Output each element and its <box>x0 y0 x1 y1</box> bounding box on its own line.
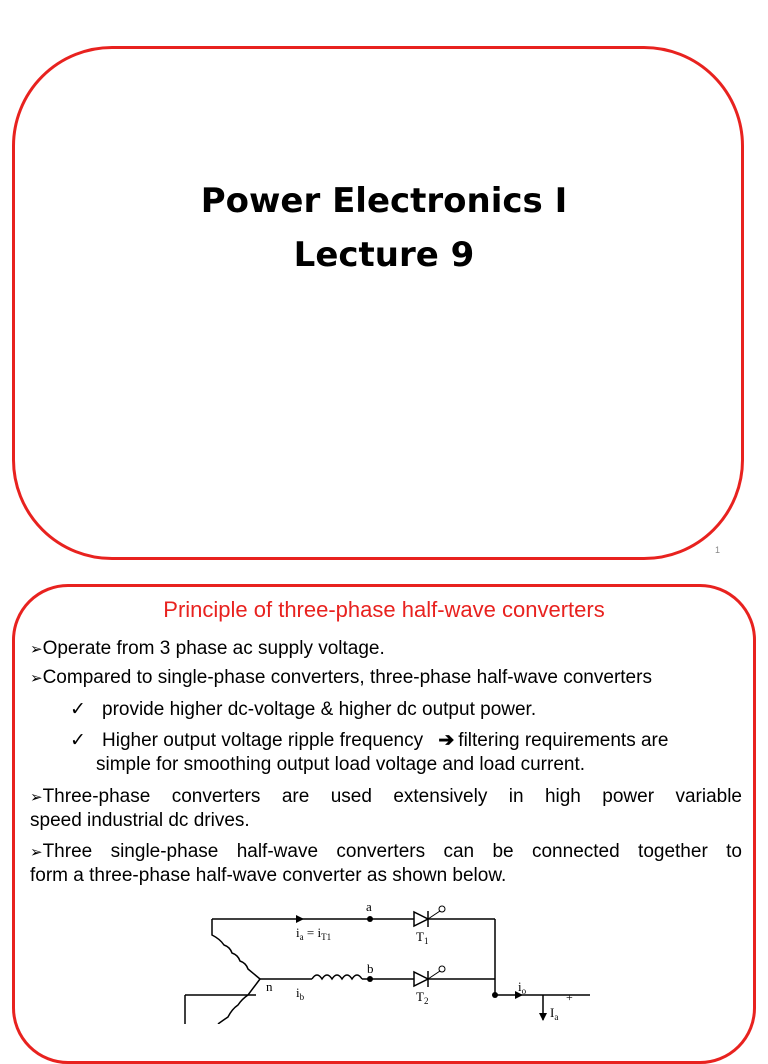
bullet-3-line2: speed industrial dc drives. <box>30 810 250 831</box>
sub-item-1: provide higher dc-voltage & higher dc output power. <box>102 699 537 720</box>
thyristor-t2-icon <box>414 972 428 986</box>
title-slide-frame <box>12 46 744 560</box>
title-block <box>0 174 768 282</box>
bullet-1-text: Operate from 3 phase ac supply voltage. <box>42 638 385 659</box>
bullet-arrow-icon: ➢ <box>30 641 43 658</box>
course-title: Power Electronics I <box>200 181 568 221</box>
bullet-2-text: Compared to single-phase converters, three-phase half-wave converters <box>42 667 652 688</box>
node-b-dot <box>367 976 373 982</box>
current-io-label: $i_o$ <box>518 979 527 996</box>
sub-item-2-line1 <box>102 729 742 753</box>
current-ia-label: $i_a = i_{T1}$ <box>296 925 332 942</box>
plus-sign-label: + <box>566 990 573 1004</box>
bullet-4-line1 <box>30 840 742 865</box>
bullet-3-text-a: Three-phase converters are used extensively in high power variable <box>42 786 742 807</box>
sub-item-2-line2: simple for smoothing output load voltage and load current. <box>96 754 586 775</box>
current-arrow-icon <box>296 915 304 923</box>
thyristor-t1-icon <box>414 912 428 926</box>
current-ib-label: $i_b$ <box>296 985 305 1002</box>
inductor-b-icon <box>312 975 362 979</box>
load-current-arrow-icon <box>539 1013 547 1021</box>
bullet-4-line2: form a three-phase half-wave converter as shown below. <box>30 865 507 886</box>
bullet-2 <box>30 666 742 691</box>
winding-a-icon <box>212 919 260 979</box>
bullet-3-line1 <box>30 785 742 810</box>
checkmark-icon: ✓ <box>70 699 86 720</box>
thyristor-t1-label: $T_1$ <box>416 929 429 946</box>
node-a-label: a <box>366 899 372 914</box>
three-phase-converter-circuit <box>170 895 590 1024</box>
thyristor-t2-label: $T_2$ <box>416 989 429 1006</box>
checkmark-icon: ✓ <box>70 730 86 751</box>
bullet-1 <box>30 637 742 662</box>
winding-c-icon <box>218 979 260 1024</box>
sub-item-2-text: Higher output voltage ripple frequency <box>102 730 424 751</box>
slide-heading: Principle of three-phase half-wave converters <box>163 597 605 622</box>
lecture-number: Lecture 9 <box>293 235 475 275</box>
bullet-arrow-icon: ➢ <box>30 789 43 806</box>
bullet-arrow-icon: ➢ <box>30 670 43 687</box>
node-n-label: n <box>266 979 273 994</box>
node-b-label: b <box>367 961 374 976</box>
node-a-dot <box>367 916 373 922</box>
bullet-4-text-a: Three single-phase half-wave converters can be connected together to <box>42 841 742 862</box>
sub-item-2-rest: filtering requirements are <box>458 730 669 751</box>
right-arrow-icon: ➔ <box>438 730 455 751</box>
page-number: 1 <box>715 545 721 555</box>
bullet-arrow-icon: ➢ <box>30 844 43 861</box>
current-Ia-label: $I_a$ <box>550 1005 559 1022</box>
